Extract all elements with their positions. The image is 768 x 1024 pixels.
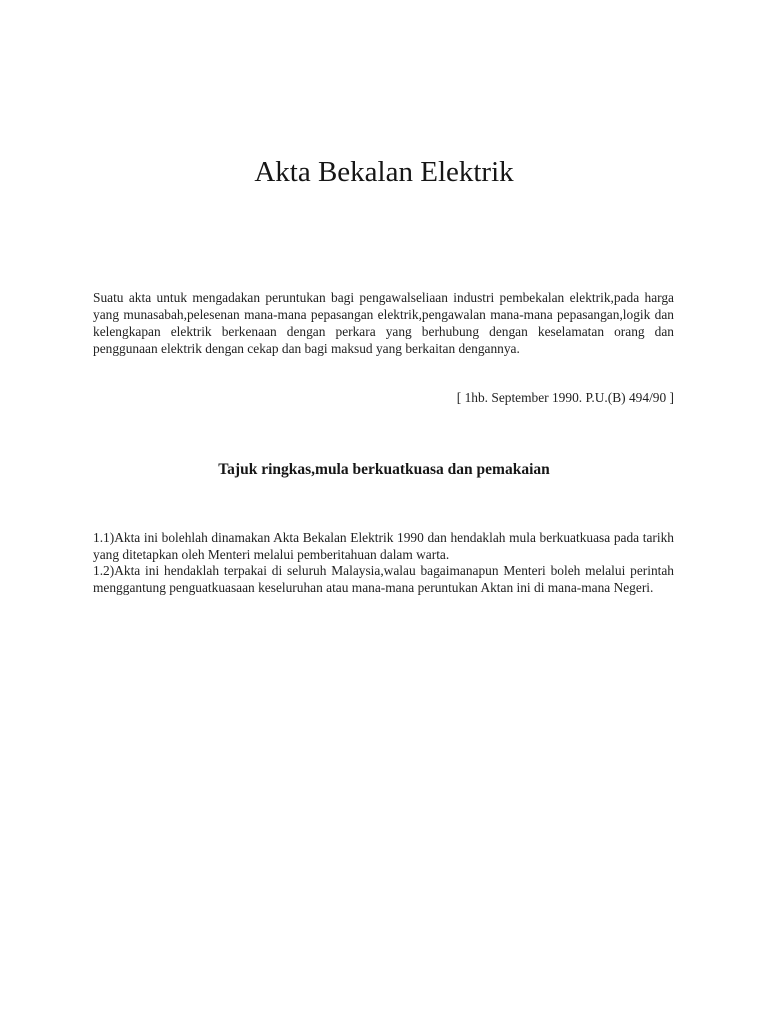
section-heading: Tajuk ringkas,mula berkuatkuasa dan pemakaian — [218, 461, 550, 478]
citation-reference: [ 1hb. September 1990. P.U.(B) 494/90 ] — [456, 390, 674, 405]
clause-1-2: 1.2)Akta ini hendaklah terpakai di seluruh Malaysia,walau bagaimanapun Menteri boleh melalui perintah menggantung penguatkuasaan keseluruhan atau mana-mana peruntukan Aktan ini di mana-mana Negeri. — [93, 563, 674, 595]
clause-1-1: 1.1)Akta ini bolehlah dinamakan Akta Bekalan Elektrik 1990 dan hendaklah mula berkuatkuasa pada tarikh yang ditetapkan oleh Menteri melalui pemberitahuan dalam warta. — [93, 530, 674, 562]
preamble-paragraph: Suatu akta untuk mengadakan peruntukan bagi pengawalseliaan industri pembekalan elektrik,pada harga yang munasabah,pelesenan mana-mana pepasangan elektrik,pengawalan mana-mana pepasangan,logik dan kelengkapan elektrik berkenaan dengan perkara yang berhubung dengan keselamatan orang dan penggunaan elektrik dengan cekap dan bagi maksud yang berkaitan dengannya. — [93, 290, 674, 356]
document-title: Akta Bekalan Elektrik — [254, 156, 514, 188]
clauses-block — [93, 530, 674, 596]
